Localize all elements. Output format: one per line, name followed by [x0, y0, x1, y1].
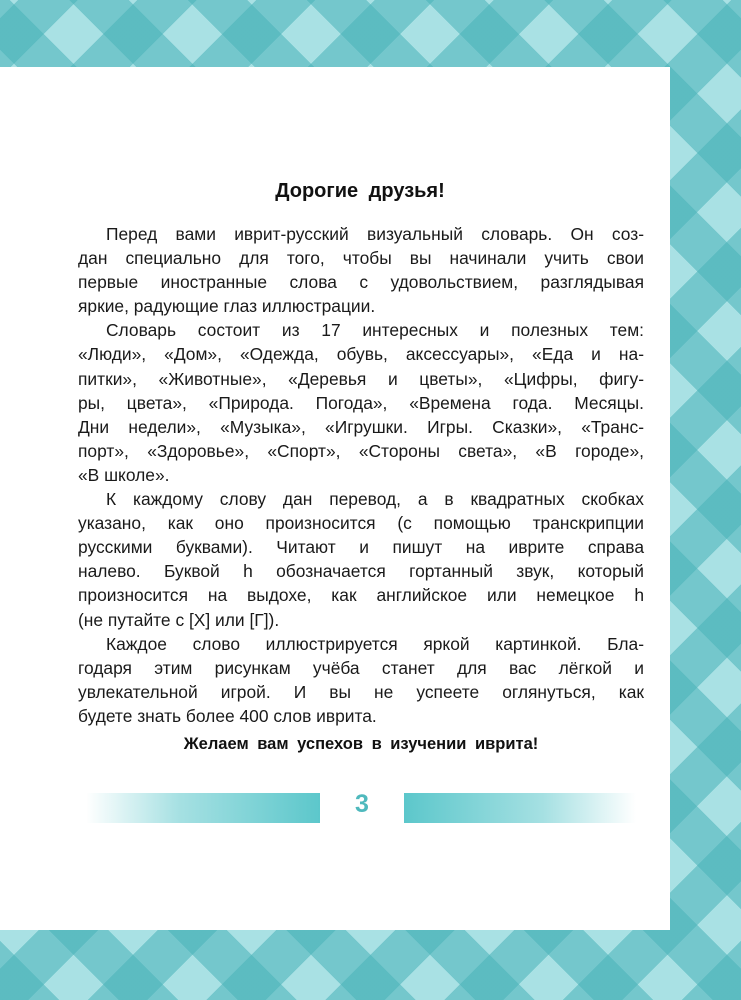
paragraph-illustrations: [78, 632, 644, 728]
text-line: порт», «Здоровье», «Спорт», «Стороны света», «В городе»,: [78, 440, 644, 461]
text-line: Дни недели», «Музыка», «Игрушки. Игры. Сказки», «Транс-: [78, 416, 644, 437]
body-text: [78, 222, 644, 728]
paragraph-intro: [78, 222, 644, 318]
text-line: увлекательной игрой. И вы не успеете оглянуться, как: [78, 681, 644, 702]
text-line: яркие, радующие глаз иллюстрации.: [78, 296, 376, 317]
paragraph-transcription: [78, 487, 644, 632]
footer-bar-right: [404, 793, 636, 823]
text-line: «В школе».: [78, 464, 170, 485]
text-line: первые иностранные слова с удовольствием, разглядывая: [78, 272, 644, 293]
paragraph-topics: [78, 318, 644, 487]
text-line: ры, цвета», «Природа. Погода», «Времена года. Месяцы.: [78, 392, 644, 413]
text-line: произносится на выдохе, как английское или немецкое h: [78, 585, 644, 606]
text-line: Перед вами иврит-русский визуальный словарь. Он соз-: [106, 224, 644, 244]
closing-wish: Желаем вам успехов в изучении иврита!: [183, 735, 539, 753]
page-number: 3: [355, 790, 369, 818]
text-line: питки», «Животные», «Деревья и цветы», «Цифры, фигу-: [78, 368, 644, 389]
text-line: Каждое слово иллюстрируется яркой картинкой. Бла-: [106, 633, 644, 654]
text-line: указано, как оно произносится (с помощью транскрипции: [78, 513, 644, 534]
text-line: «Люди», «Дом», «Одежда, обувь, аксессуары», «Еда и на-: [78, 344, 644, 365]
text-line: К каждому слову дан перевод, а в квадратных скобках: [106, 489, 644, 510]
text-line: русскими буквами). Читают и пишут на иврите справа: [78, 537, 644, 558]
footer-bar-left: [86, 793, 320, 823]
text-line: будете знать более 400 слов иврита.: [78, 705, 377, 726]
text-line: (не путайте с [Х] или [Г]).: [78, 609, 280, 630]
text-line: налево. Буквой h обозначается гортанный звук, который: [78, 561, 644, 582]
text-line: годаря этим рисункам учёба станет для вас лёгкой и: [78, 657, 644, 678]
page-title: Дорогие друзья!: [275, 180, 445, 202]
text-line: Словарь состоит из 17 интересных и полезных тем:: [106, 320, 644, 341]
text-line: дан специально для того, чтобы вы начинали учить свои: [78, 248, 644, 269]
